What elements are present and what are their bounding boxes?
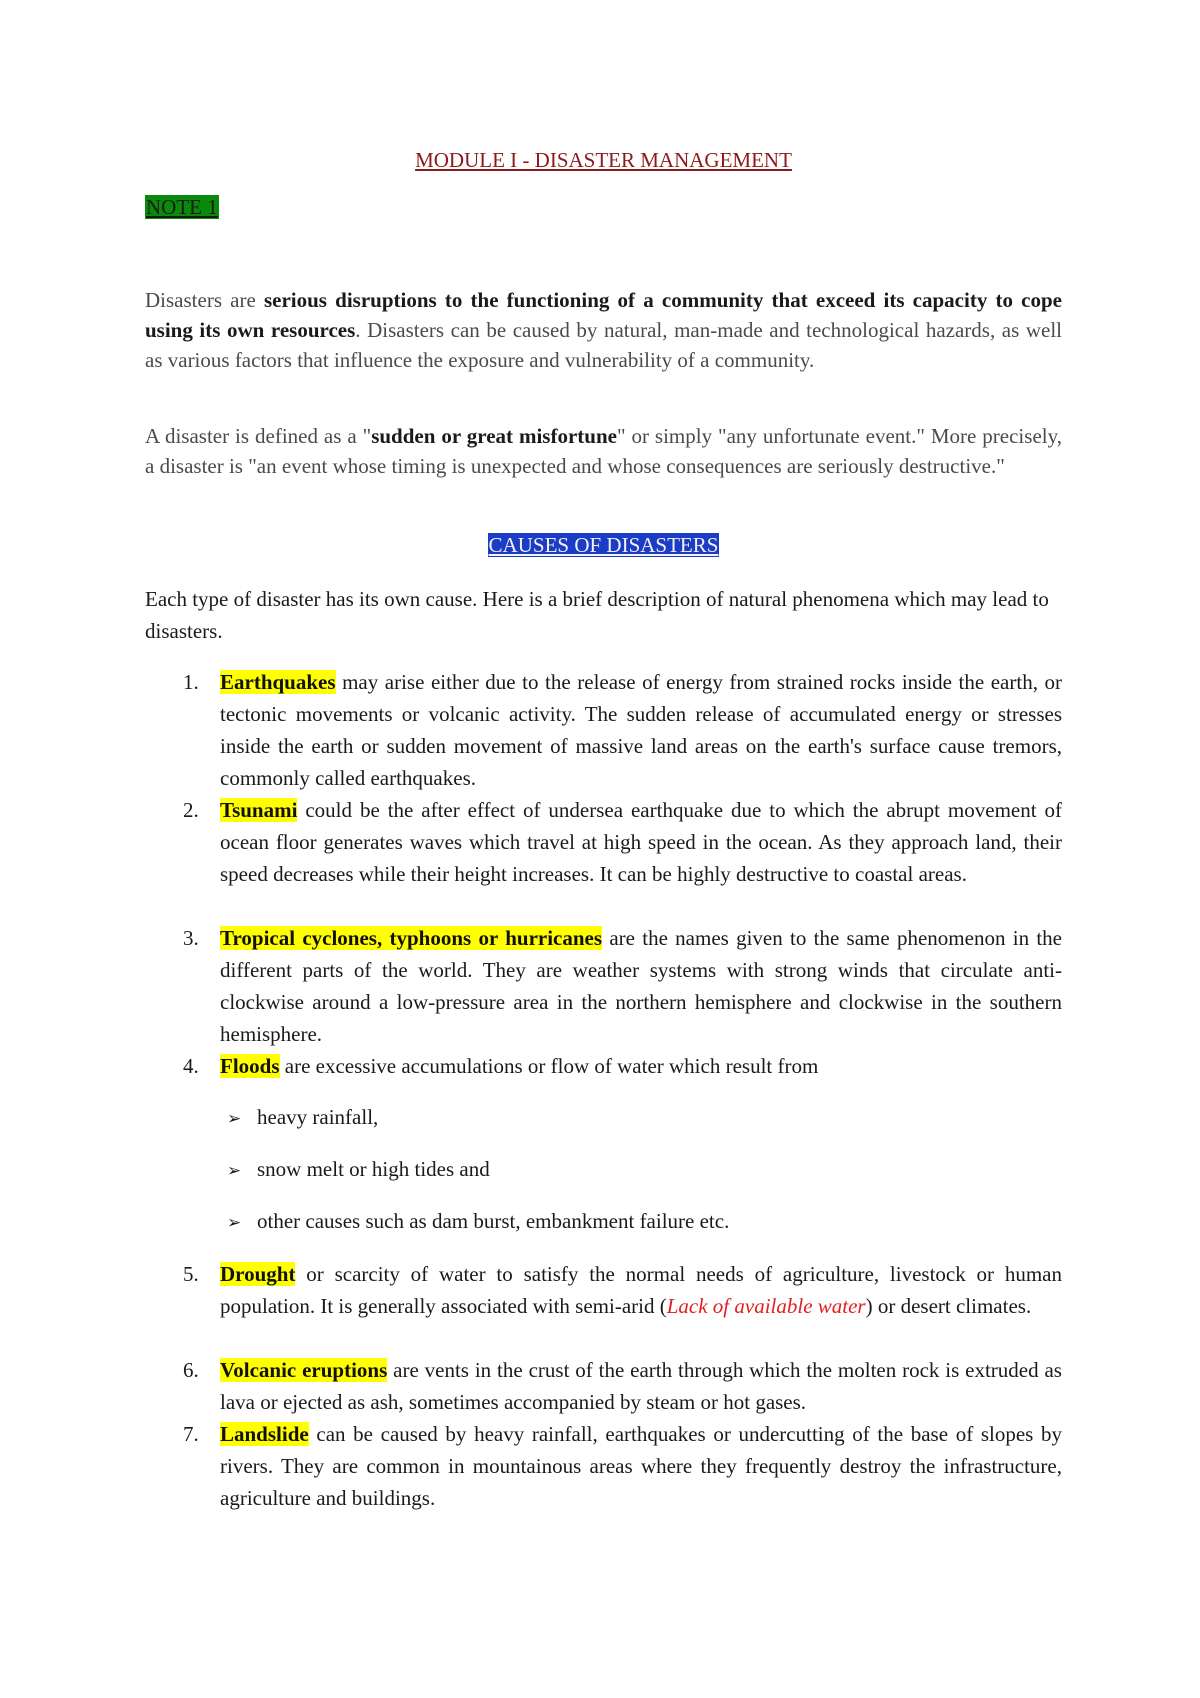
item-text: could be the after effect of undersea earthquake due to which the abrupt movement of ocean floor generates waves which travel at high speed in the ocean. As they approach land, their speed decreases while their height increases. It can be highly destructive to coastal areas. bbox=[220, 798, 1062, 886]
list-number: 4. bbox=[183, 1054, 199, 1078]
highlighted-term: Earthquakes bbox=[220, 670, 336, 694]
list-number: 6. bbox=[183, 1358, 199, 1382]
bullet-text: other causes such as dam burst, embankment failure etc. bbox=[257, 1209, 730, 1233]
highlighted-term: Landslide bbox=[220, 1422, 309, 1446]
flood-bullet bbox=[227, 1102, 378, 1134]
para2-text-2: " or simply "any unfortunate event." More precisely, a disaster is "an event whose timing is unexpected and whose consequences are seriously destructive." bbox=[145, 424, 1062, 478]
causes-heading bbox=[145, 531, 1062, 559]
arrow-bullet-icon: ➢ bbox=[227, 1161, 242, 1181]
highlighted-term: Tropical cyclones, typhoons or hurricanes bbox=[220, 926, 603, 950]
list-item-body bbox=[220, 1258, 1062, 1322]
para1-bold: serious disruptions to the functioning of a community that exceed its capacity to cope using its own resources bbox=[145, 288, 1062, 342]
note-label bbox=[145, 193, 219, 221]
list-number: 2. bbox=[183, 798, 199, 822]
list-item-body bbox=[220, 666, 1062, 794]
module-title bbox=[145, 146, 1062, 174]
red-italic-note: Lack of available water bbox=[666, 1294, 866, 1318]
list-number: 3. bbox=[183, 926, 199, 950]
arrow-bullet-icon: ➢ bbox=[227, 1213, 242, 1233]
para1-text-1: Disasters are bbox=[145, 288, 264, 312]
para2-text-1: A disaster is defined as a " bbox=[145, 424, 372, 448]
list-number: 1. bbox=[183, 670, 199, 694]
list-number: 7. bbox=[183, 1422, 199, 1446]
item-text: are excessive accumulations or flow of water which result from bbox=[279, 1054, 819, 1078]
causes-heading-text: CAUSES OF DISASTERS bbox=[488, 533, 719, 557]
module-title-text: MODULE I - DISASTER MANAGEMENT bbox=[415, 148, 792, 172]
bullet-text: snow melt or high tides and bbox=[257, 1157, 490, 1181]
item-text: may arise either due to the release of energy from strained rocks inside the earth, or tectonic movements or volcanic activity. The sudden release of accumulated energy or stresses inside the earth or sudden movement of massive land areas on the earth's surface cause tremors, commonly called earthquakes. bbox=[220, 670, 1062, 790]
item-text: can be caused by heavy rainfall, earthquakes or undercutting of the base of slopes by rivers. They are common in mountainous areas where they frequently destroy the infrastructure, agriculture and buildings. bbox=[220, 1422, 1062, 1510]
list-item-body bbox=[220, 1050, 1062, 1082]
list-item-body bbox=[220, 1418, 1062, 1514]
highlighted-term: Floods bbox=[220, 1054, 280, 1078]
highlighted-term: Drought bbox=[220, 1262, 296, 1286]
list-number: 5. bbox=[183, 1262, 199, 1286]
para1-text-2: . Disasters can be caused by natural, man-made and technological hazards, as well as various factors that influence the exposure and vulnerability of a community. bbox=[145, 318, 1062, 372]
item-text: or scarcity of water to satisfy the normal needs of agriculture, livestock or human population. It is generally associated with semi-arid ( bbox=[220, 1262, 1062, 1318]
bullet-text: heavy rainfall, bbox=[257, 1105, 379, 1129]
flood-bullet bbox=[227, 1206, 729, 1238]
item-text: are vents in the crust of the earth through which the molten rock is extruded as lava or ejected as ash, sometimes accompanied by steam or hot gases. bbox=[220, 1358, 1062, 1414]
flood-bullet bbox=[227, 1154, 490, 1186]
item-text: are the names given to the same phenomenon in the different parts of the world. They are weather systems with strong winds that circulate anti-clockwise around a low-pressure area in the northern hemisphere and clockwise in the southern hemisphere. bbox=[220, 926, 1063, 1046]
item-text-end: ) or desert climates. bbox=[865, 1294, 1032, 1318]
misfortune-paragraph bbox=[145, 421, 1062, 481]
para2-bold: sudden or great misfortune bbox=[371, 424, 617, 448]
list-item-body bbox=[220, 1354, 1062, 1418]
list-item-body bbox=[220, 922, 1062, 1050]
definition-paragraph bbox=[145, 285, 1062, 375]
note-label-text: NOTE 1 bbox=[146, 195, 218, 219]
highlighted-term: Tsunami bbox=[220, 798, 298, 822]
intro-paragraph: Each type of disaster has its own cause. Here is a brief description of natural phenomena which may lead to disasters. bbox=[145, 587, 1049, 643]
arrow-bullet-icon: ➢ bbox=[227, 1109, 242, 1129]
list-item-body bbox=[220, 794, 1062, 890]
highlighted-term: Volcanic eruptions bbox=[220, 1358, 388, 1382]
